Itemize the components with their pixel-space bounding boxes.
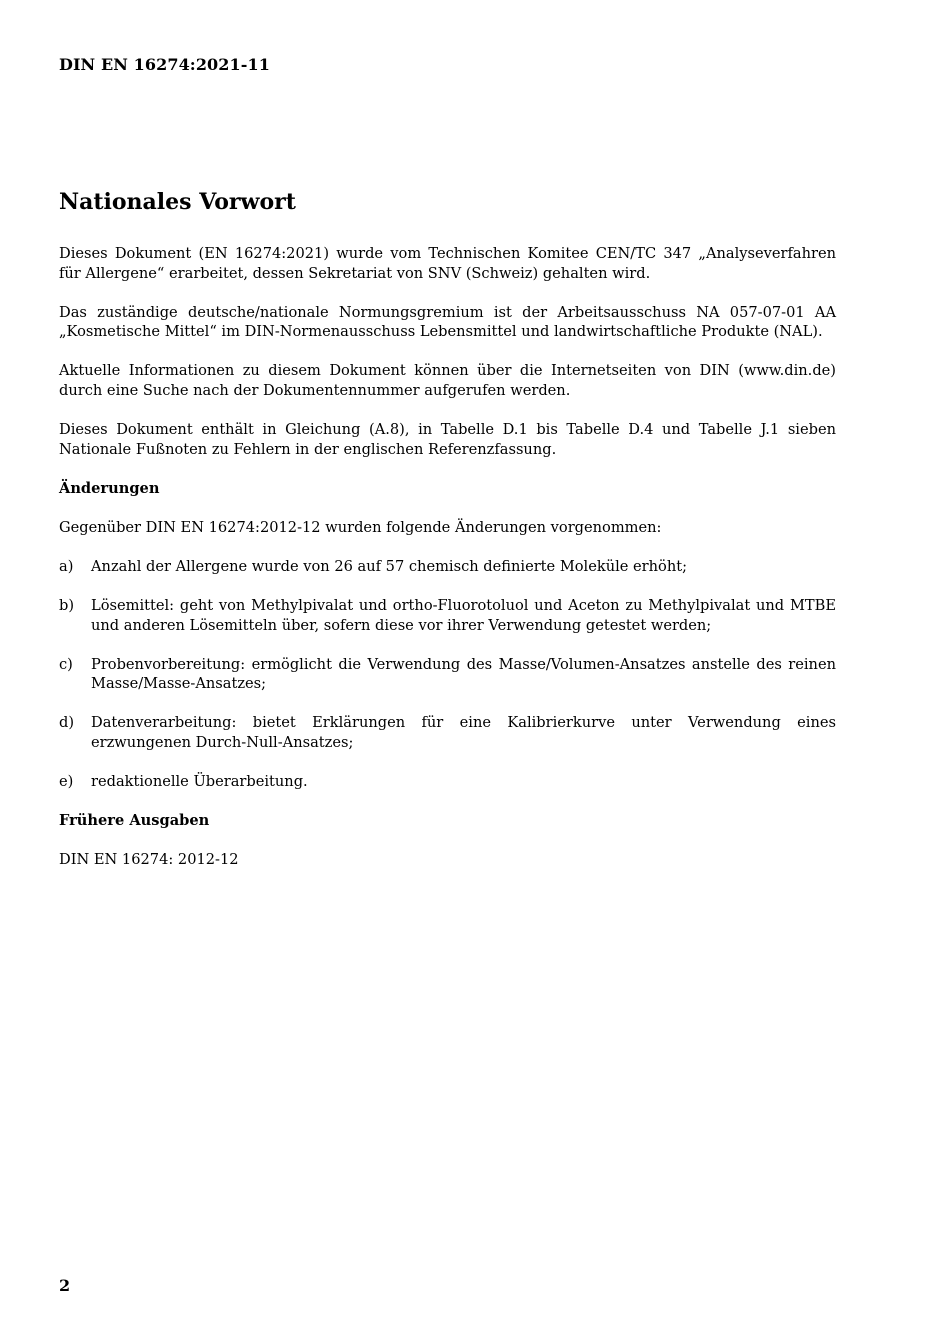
list-item-text: Datenverarbeitung: bietet Erklärungen für eine Kalibrierkurve unter Verwendung eines erzwungenen Durch-Null-Ansatzes;: [91, 714, 836, 751]
list-item: [59, 713, 836, 752]
list-marker: a): [59, 557, 74, 575]
paragraph: Das zuständige deutsche/nationale Normungsgremium ist der Arbeitsausschuss NA 057-07-01 AA „Kosmetische Mittel“ im DIN-Normenausschuss Lebensmittel und landwirtschaftliche Produkte (NAL).: [59, 303, 836, 341]
list-marker: b): [59, 597, 75, 615]
list-item-text: Lösemittel: geht von Methylpivalat und ortho-Fluorotoluol und Aceton zu Methylpivalat und MTBE und anderen Lösemitteln über, sofern diese vor ihrer Verwendung getestet werden;: [91, 597, 836, 634]
list-marker: d): [59, 714, 75, 732]
document-id-header: DIN EN 16274:2021-11: [59, 55, 270, 74]
page-content: [59, 188, 836, 889]
changes-intro: Gegenüber DIN EN 16274:2012-12 wurden folgende Änderungen vorgenommen:: [59, 518, 662, 536]
page-title: Nationales Vorwort: [59, 189, 296, 215]
changes-heading: Änderungen: [59, 479, 160, 497]
previous-editions-heading: Frühere Ausgaben: [59, 812, 210, 830]
list-item-text: redaktionelle Überarbeitung.: [91, 773, 308, 791]
list-item: [59, 557, 836, 577]
list-item: [59, 596, 836, 635]
list-item: [59, 772, 836, 792]
list-marker: e): [59, 773, 74, 791]
list-item-text: Anzahl der Allergene wurde von 26 auf 57 chemisch definierte Moleküle erhöht;: [91, 557, 688, 575]
paragraph: Dieses Dokument enthält in Gleichung (A.8), in Tabelle D.1 bis Tabelle D.4 und Tabelle J.1 sieben Nationale Fußnoten zu Fehlern in der englischen Referenzfassung.: [59, 421, 836, 458]
list-marker: c): [59, 655, 73, 673]
list-item-text: Probenvorbereitung: ermöglicht die Verwendung des Masse/Volumen-Ansatzes anstelle des reinen Masse/Masse-Ansatzes;: [91, 655, 836, 693]
previous-editions-text: DIN EN 16274: 2012-12: [59, 851, 239, 869]
paragraph: Aktuelle Informationen zu diesem Dokument können über die Internetseiten von DIN (www.din.de) durch eine Suche nach der Dokumentennummer aufgerufen werden.: [59, 362, 836, 399]
page-number: 2: [59, 1276, 71, 1295]
list-item: [59, 655, 836, 694]
paragraph: Dieses Dokument (EN 16274:2021) wurde vom Technischen Komitee CEN/TC 347 „Analyseverfahren für Allergene“ erarbeitet, dessen Sekretariat von SNV (Schweiz) gehalten wird.: [59, 245, 836, 282]
